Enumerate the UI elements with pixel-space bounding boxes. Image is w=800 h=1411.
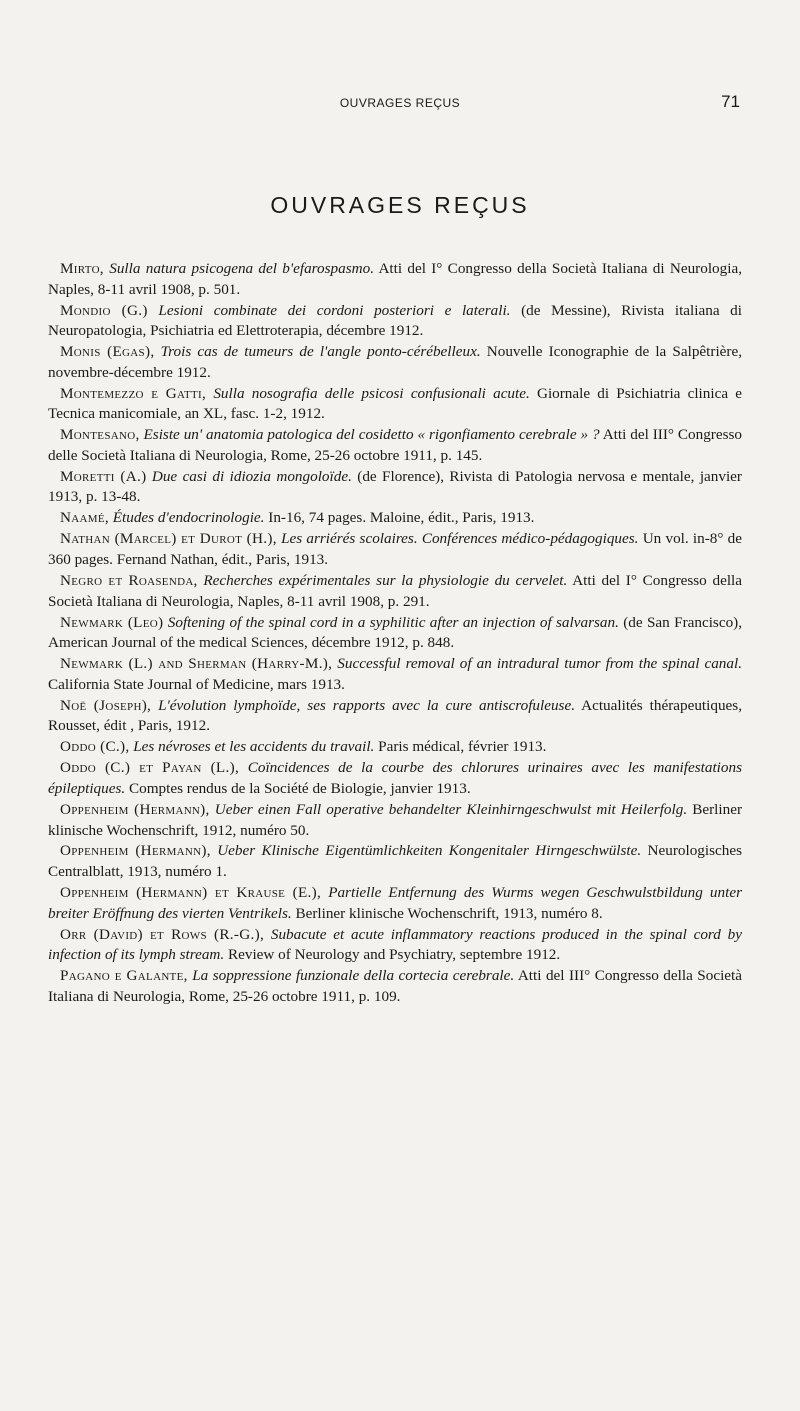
entry-details: (de San Francisco), American Journal of the medical Sciences, décembre 1912, p. 848. (48, 613, 743, 652)
entry-author: Montesano, (60, 426, 140, 444)
entry-title: Les arriérés scolaires. Conférences médico-pédagogiques. (281, 530, 639, 548)
entry-details: Atti del III° Congresso delle Società Italiana di Neurologia, Rome, 25-26 octobre 1911, p. 145. (48, 426, 742, 464)
entry-author: Oddo (C.) et Payan (L.), (60, 759, 240, 777)
entry-title: Lesioni combinate dei cordoni posteriori e laterali. (158, 301, 511, 319)
entry-author: Oppenheim (Hermann), (60, 842, 211, 860)
entry-title: Ueber Klinische Eigentümlichkeiten Kongenitaler Hirngeschwülste. (217, 842, 642, 860)
bibliography-entry (48, 800, 742, 841)
entry-author: Moretti (A.) (60, 467, 147, 485)
entry-title: L'évolution lymphoïde, ses rapports avec la cure antiscrofuleuse. (158, 696, 576, 714)
entry-details: Actualités thérapeutiques, Rousset, édit , Paris, 1912. (48, 696, 743, 735)
entry-author: Negro et Roasenda, (60, 572, 198, 590)
entry-author: Oppenheim (Hermann) et Krause (E.), (60, 884, 322, 902)
entry-author: Oddo (C.), (60, 738, 130, 756)
entry-title: La soppressione funzionale della cortecia cerebrale. (192, 967, 515, 985)
bibliography-entry (48, 384, 742, 425)
running-header (0, 92, 800, 116)
entry-details: Atti del I° Congresso della Società Italiana di Neurologia, Naples, 8-11 avril 1908, p. 501. (48, 260, 743, 298)
entry-details: In-16, 74 pages. Maloine, édit., Paris, 1913. (264, 509, 535, 527)
entry-title: Successful removal of an intradural tumor from the spinal canal. (337, 655, 742, 673)
bibliography-entry (48, 841, 742, 882)
entry-title: Esiste un' anatomia patologica del cosidetto « rigonfiamento cerebrale » ? (143, 426, 600, 444)
entry-author: Mirto, (60, 260, 104, 277)
bibliography-entry (48, 425, 742, 466)
entry-title: Partielle Entfernung des Wurms wegen Geschwulstbildung unter breiter Eröffnung des vierten Ventrikels. (48, 884, 742, 922)
bibliography-entry (48, 529, 742, 570)
running-title: OUVRAGES REÇUS (339, 96, 461, 110)
entry-title: Trois cas de tumeurs de l'angle ponto-cérébelleux. (160, 343, 481, 361)
entry-author: Montemezzo e Gatti, (60, 384, 207, 402)
entry-details: (de Florence), Rivista di Patologia nervosa e mentale, janvier 1913, p. 13-48. (48, 467, 742, 506)
bibliography-entry (48, 696, 742, 737)
bibliography-entry (48, 613, 742, 654)
entry-title: Ueber einen Fall operative behandelter Kleinhirngeschwulst mit Heilerfolg. (214, 800, 688, 818)
bibliography-entry (48, 508, 742, 529)
entry-author: Newmark (L.) and Sherman (Harry-M.), (60, 655, 333, 673)
entry-title: Due casi di idiozia mongoloïde. (151, 467, 352, 485)
bibliography-entry (48, 342, 742, 383)
entry-author: Naamé, (60, 509, 109, 527)
entry-title: Recherches expérimentales sur la physiologie du cervelet. (203, 572, 568, 590)
bibliography-entry (48, 259, 742, 300)
entry-details: Paris médical, février 1913. (374, 738, 547, 756)
entry-details: Giornale di Psichiatria clinica e Tecnica manicomiale, an XL, fasc. 1-2, 1912. (48, 384, 742, 423)
entry-title: Études d'endocrinologie. (112, 509, 265, 527)
entry-title: Les névroses et les accidents du travail. (133, 738, 375, 756)
entry-details: (de Messine), Rivista italiana di Neuropatologia, Psichiatria ed Elettroterapia, décembre 1912. (48, 301, 742, 340)
bibliography-entry (48, 571, 742, 612)
bibliography-entry (48, 966, 742, 1007)
entry-details: Atti del I° Congresso della Società Italiana di Neurologia, Naples, 8-11 avril 1908, p. 291. (48, 572, 743, 610)
page-number: 71 (721, 92, 740, 111)
entry-title: Coïncidences de la courbe des chlorures urinaires avec les manifestations épileptiques. (48, 759, 743, 797)
entry-details: California State Journal of Medicine, mars 1913. (48, 675, 345, 693)
entry-author: Nathan (Marcel) et Durot (H.), (60, 530, 277, 548)
entry-title: Sulla nosografia delle psicosi confusionali acute. (213, 384, 530, 402)
bibliography-entry (48, 925, 742, 966)
bibliography-entry (48, 883, 742, 924)
entry-author: Orr (David) et Rows (R.-G.), (60, 925, 265, 943)
entry-author: Pagano e Galante, (60, 967, 188, 985)
bibliography-entry (48, 654, 742, 695)
entry-details: Berliner klinische Wochenschrift, 1913, numéro 8. (291, 904, 603, 922)
entry-author: Newmark (Leo) (60, 613, 164, 631)
entry-author: Oppenheim (Hermann), (60, 800, 210, 818)
entry-details: Nouvelle Iconographie de la Salpêtrière, novembre-décembre 1912. (48, 343, 743, 381)
bibliography-list (48, 259, 742, 1008)
entry-author: Noë (Joseph), (60, 696, 152, 714)
entry-title: Softening of the spinal cord in a syphilitic after an injection of salvarsan. (167, 613, 619, 631)
section-title: OUVRAGES REÇUS (270, 192, 530, 218)
entry-details: Neurologisches Centralblatt, 1913, numéro 1. (48, 842, 743, 881)
entry-details: Un vol. in-8° de 360 pages. Fernand Nathan, édit., Paris, 1913. (48, 530, 743, 569)
entry-title: Subacute et acute inflammatory reactions produced in the spinal cord by infection of its lymph stream. (48, 925, 742, 964)
entry-title: Sulla natura psicogena del b'efarospasmo. (109, 260, 374, 277)
entry-details: Atti del III° Congresso della Società Italiana di Neurologia, Rome, 25-26 octobre 1911, p. 109. (48, 967, 742, 1005)
bibliography-entry (48, 758, 742, 799)
entry-details: Comptes rendus de la Société de Biologie, janvier 1913. (125, 779, 471, 797)
bibliography-entry (48, 467, 742, 508)
entry-author: Mondio (G.) (60, 301, 148, 319)
bibliography-entry (48, 301, 742, 342)
bibliography-entry (48, 737, 742, 758)
entry-author: Monis (Egas), (60, 343, 155, 361)
entry-details: Review of Neurology and Psychiatry, septembre 1912. (224, 946, 561, 964)
entry-details: Berliner klinische Wochenschrift, 1912, numéro 50. (48, 800, 742, 839)
